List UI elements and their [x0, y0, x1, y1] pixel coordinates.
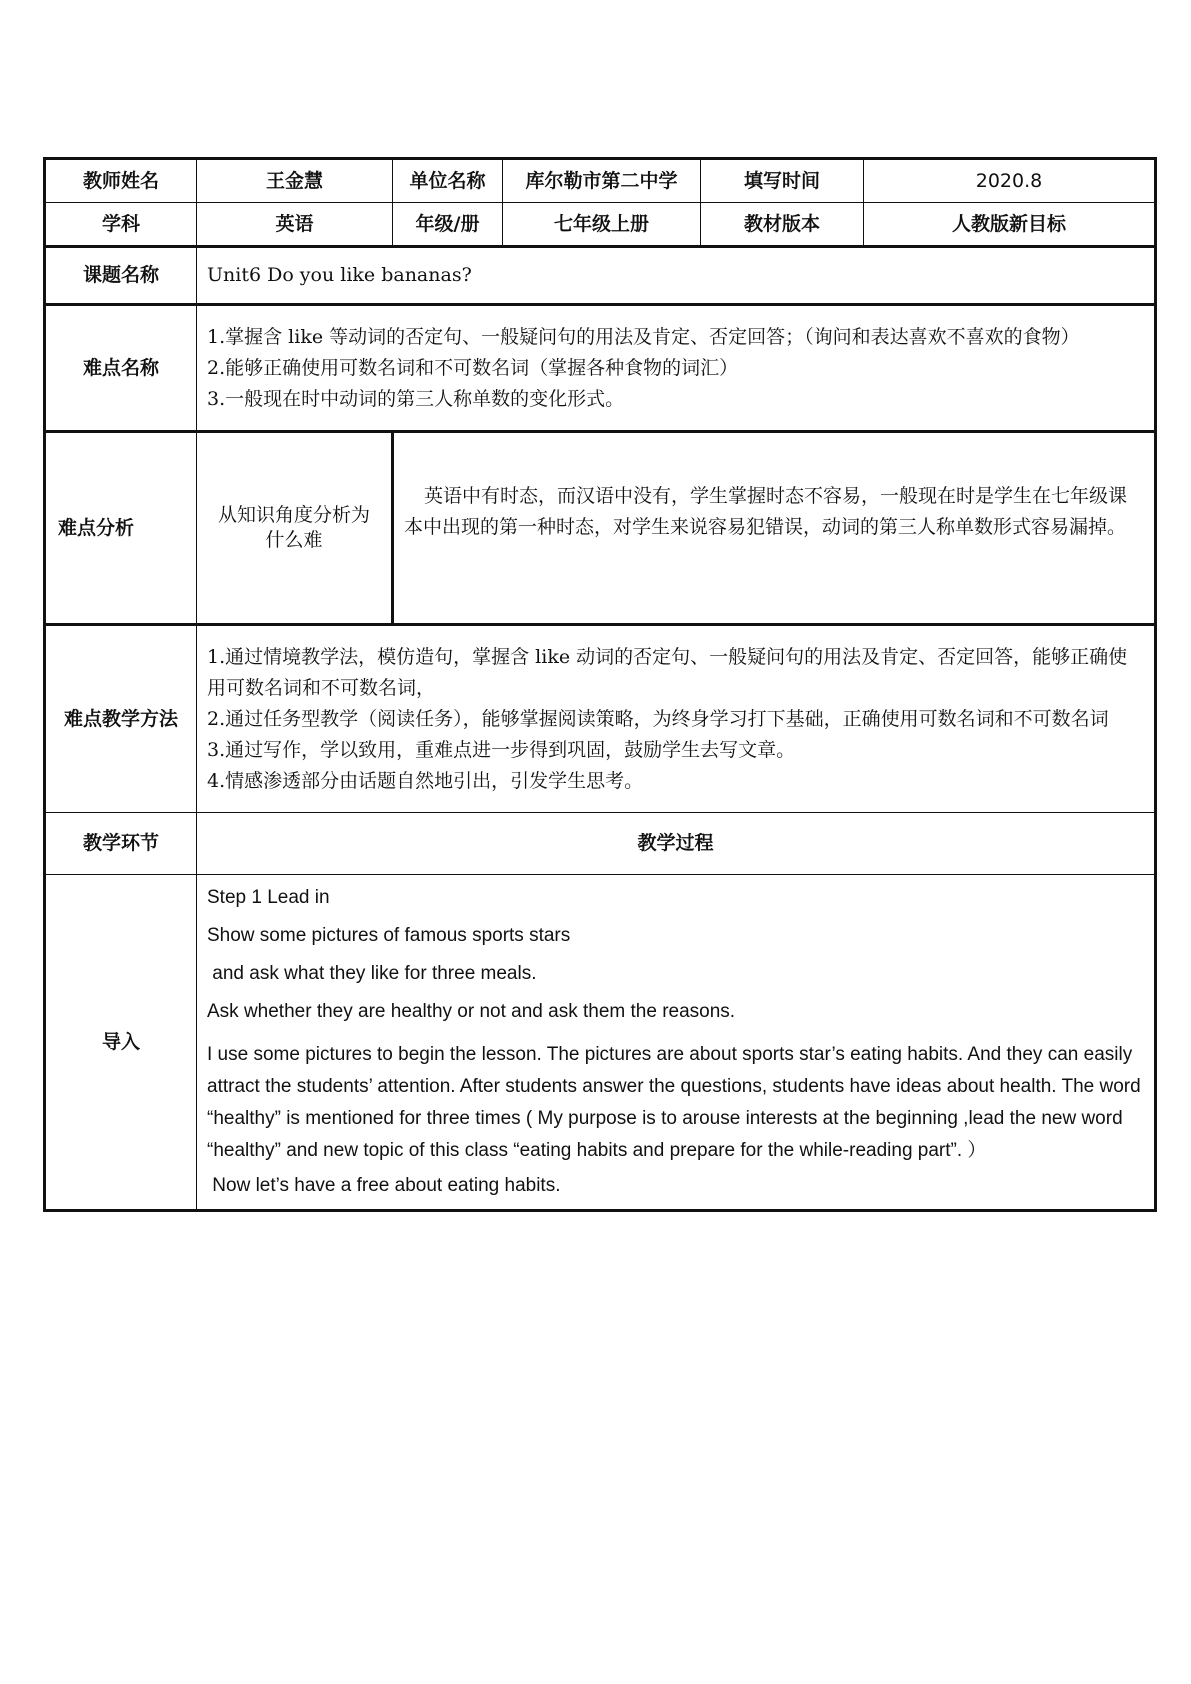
subject-value: 英语 — [197, 203, 393, 247]
topic-label: 课题名称 — [45, 247, 197, 305]
header-row-1 — [45, 159, 1156, 203]
intro-step: Step 1 Lead in — [207, 887, 330, 908]
analysis-sub-label: 从知识角度分析为什么难 — [197, 433, 394, 623]
difficulty-label: 难点名称 — [45, 305, 197, 432]
teacher-label: 教师姓名 — [45, 159, 197, 203]
intro-closing: Now let’s have a free about eating habits. — [207, 1175, 561, 1196]
method-content — [197, 625, 1156, 813]
analysis-content — [197, 432, 1156, 625]
grade-label: 年级/册 — [393, 203, 503, 247]
analysis-label: 难点分析 — [45, 432, 197, 625]
analysis-text-wrap — [394, 433, 1154, 623]
edition-label: 教材版本 — [701, 203, 864, 247]
analysis-split — [197, 433, 1154, 623]
intro-description: I use some pictures to begin the lesson. The pictures are about sports star’s eating habits. And they can easily attract the students’ attention. After students answer the questions, students have ideas about health. The word “healthy” is mentioned for three times ( My purpose is to arouse interests at the beginning ,lead the new word “healthy” and new topic of this class “eating habits and prepare for the while-reading part”. ） — [207, 1044, 1141, 1161]
process-label: 教学过程 — [197, 813, 1156, 875]
difficulty-row — [45, 305, 1156, 432]
edition-value: 人教版新目标 — [864, 203, 1156, 247]
method-line: 1.通过情境教学法，模仿造句，掌握含 like 动词的否定句、一般疑问句的用法及肯定、否定回答，能够正确使用可数名词和不可数名词， — [207, 645, 1128, 699]
difficulty-line: 3.一般现在时中动词的第三人称单数的变化形式。 — [207, 387, 625, 410]
subject-label: 学科 — [45, 203, 197, 247]
method-label: 难点教学方法 — [45, 625, 197, 813]
intro-row — [45, 875, 1156, 1211]
unit-name: 库尔勒市第二中学 — [503, 159, 701, 203]
header-row-2 — [45, 203, 1156, 247]
topic-value: Unit6 Do you like bananas? — [197, 247, 1156, 305]
date-label: 填写时间 — [701, 159, 864, 203]
method-line: 4.情感渗透部分由话题自然地引出，引发学生思考。 — [207, 769, 644, 792]
method-row — [45, 625, 1156, 813]
teacher-name: 王金慧 — [197, 159, 393, 203]
stage-label: 教学环节 — [45, 813, 197, 875]
method-line: 3.通过写作，学以致用，重难点进一步得到巩固，鼓励学生去写文章。 — [207, 738, 796, 761]
lesson-plan-table — [43, 157, 1157, 1212]
intro-label: 导入 — [45, 875, 197, 1211]
difficulty-line: 1.掌握含 like 等动词的否定句、一般疑问句的用法及肯定、否定回答；（询问和表达喜欢不喜欢的食物） — [207, 325, 1080, 348]
grade-value: 七年级上册 — [503, 203, 701, 247]
unit-label: 单位名称 — [393, 159, 503, 203]
analysis-row — [45, 432, 1156, 625]
analysis-text: 英语中有时态，而汉语中没有，学生掌握时态不容易，一般现在时是学生在七年级课本中出现的第一种时态，对学生来说容易犯错误，动词的第三人称单数形式容易漏掉。 — [404, 485, 1128, 538]
intro-step: Ask whether they are healthy or not and ask them the reasons. — [207, 1001, 736, 1022]
topic-row — [45, 247, 1156, 305]
intro-step: and ask what they like for three meals. — [207, 963, 537, 984]
difficulty-line: 2.能够正确使用可数名词和不可数名词（掌握各种食物的词汇） — [207, 356, 739, 379]
method-line: 2.通过任务型教学（阅读任务），能够掌握阅读策略，为终身学习打下基础，正确使用可数名词和不可数名词 — [207, 707, 1109, 730]
intro-content — [197, 875, 1156, 1211]
difficulty-content — [197, 305, 1156, 432]
date-value: 2020.8 — [864, 159, 1156, 203]
intro-step: Show some pictures of famous sports stars — [207, 925, 571, 946]
process-header-row — [45, 813, 1156, 875]
